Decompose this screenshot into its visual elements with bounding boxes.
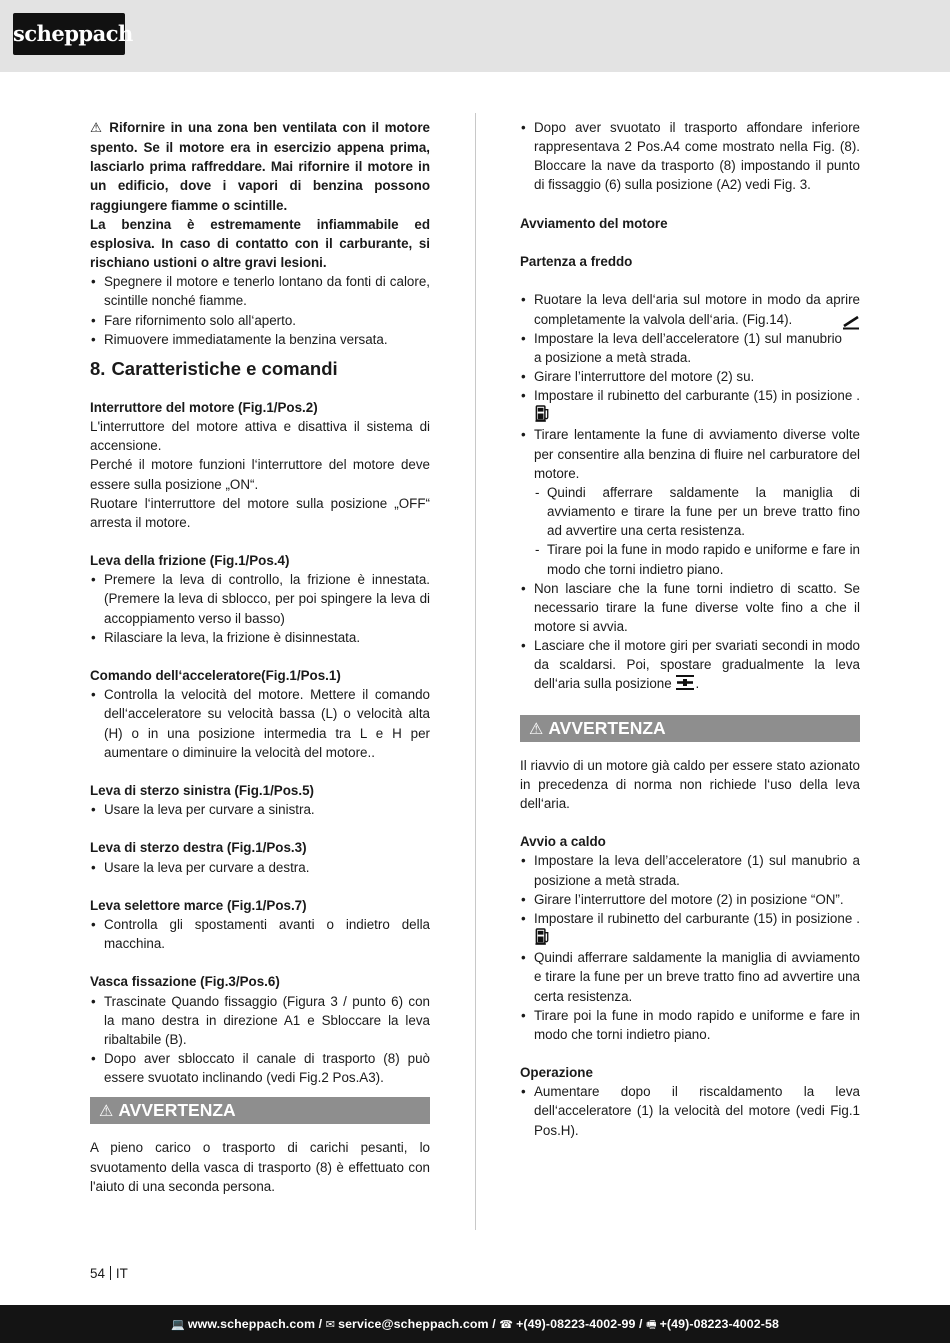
list-item: • Tirare poi la fune in modo rapido e uniforme e fare in modo che torni indietro piano. — [520, 1006, 860, 1044]
list-item: • Impostare la leva dell’acceleratore (1) sul manubrio a posizione a metà strada. — [520, 851, 860, 889]
engine-switch-heading: Interruttore del motore (Fig.1/Pos.2) — [90, 399, 318, 415]
list-item: • Dopo aver sbloccato il canale di trasporto (8) può essere svuotato inclinando (vedi Fig.2 Pos.A3). — [90, 1049, 430, 1087]
list-item: • Controlla gli spostamenti avanti o indietro della macchina. — [90, 915, 430, 953]
footer-phone: +(49)-08223-4002-99 — [516, 1317, 636, 1331]
section-heading: 8. Caratteristiche e comandi — [90, 357, 338, 379]
throttle-list — [90, 685, 430, 762]
cold-start-list — [520, 290, 860, 483]
fuel-pump-icon — [534, 928, 552, 945]
warm-start-heading: Avvio a caldo — [520, 834, 606, 850]
cold-start-dash-list — [520, 483, 860, 579]
fuel-warning-paragraph-2: La benzina è estremamente infiammabile ed esplosiva. In caso di contatto con il carburante, si rischiano ustioni o altre gravi lesioni. — [90, 216, 430, 271]
right-column — [520, 118, 860, 1140]
list-item: • Impostare il rubinetto del carburante (15) in posizione . — [520, 386, 860, 425]
list-item: • Usare la leva per curvare a sinistra. — [90, 800, 430, 819]
footer-web-link[interactable]: www.scheppach.com — [187, 1317, 316, 1331]
page-number: 54 IT — [90, 1266, 128, 1281]
warning-triangle-icon: ⚠ — [99, 1101, 114, 1121]
cold-start-heading: Partenza a freddo — [520, 254, 633, 270]
list-item: • Girare l’interruttore del motore (2) su. — [520, 367, 860, 386]
paragraph: Ruotare l‘interruttore del motore sulla posizione „OFF“ arresta il motore. — [90, 495, 430, 530]
throttle-heading: Comando dell‘acceleratore(Fig.1/Pos.1) — [90, 668, 341, 684]
warning-bar: ⚠ AVVERTENZA — [90, 1097, 430, 1124]
warning-triangle-icon: ⚠ — [90, 121, 104, 136]
fuel-pump-icon — [534, 405, 552, 422]
footer-email-link[interactable]: service@scheppach.com — [338, 1317, 489, 1331]
list-item: • Spegnere il motore e tenerlo lontano da fonti di calore, scintille nonché fiamme. — [90, 272, 430, 310]
warning-triangle-icon: ⚠ — [529, 718, 544, 738]
list-item: • Trascinate Quando fissaggio (Figura 3 / punto 6) con la mano destra in direzione A1 e Sbloccare la leva ribaltabile (B). — [90, 992, 430, 1049]
tray-list — [90, 992, 430, 1088]
footer-bar: 💻 www.scheppach.com / ✉ service@scheppach.com / ☎ +(49)-08223-4002-99 / 🖷 +(49)-08223-4002-58 — [0, 1305, 950, 1343]
steer-left-list — [90, 800, 430, 819]
list-item: • Rilasciare la leva, la frizione è disinnestata. — [90, 628, 430, 647]
list-item: • Quindi afferrare saldamente la maniglia di avviamento e tirare la fune per un breve tratto fino ad avvertire una certa resistenza. — [520, 948, 860, 1005]
header-band — [0, 0, 950, 72]
list-item: • Non lasciare che la fune torni indietro di scatto. Se necessario tirare la fune diverse volte fino a che il motore si avvia. — [520, 579, 860, 636]
fuel-warning-list — [90, 272, 430, 349]
list-item: • Impostare la leva dell’acceleratore (1) sul manubrio a posizione a metà strada. — [520, 329, 860, 367]
paragraph: Perché il motore funzioni l‘interruttore del motore deve essere sulla posizione „ON“. — [90, 457, 430, 492]
gear-heading: Leva selettore marce (Fig.1/Pos.7) — [90, 897, 307, 913]
operation-heading: Operazione — [520, 1065, 593, 1081]
list-item: • Dopo aver svuotato il trasporto affondare inferiore rappresentava 2 Pos.A4 come mostrato nella Fig. (8). Bloccare la nave da trasporto (8) impostando il punto di fissaggio (6) sulla posizione (A2) vedi Fig. 3. — [520, 118, 860, 195]
list-item: • Tirare lentamente la fune di avviamento diverse volte per consentire alla benzina di fluire nel carburatore del motore. — [520, 425, 860, 482]
phone-icon: ☎ — [499, 1318, 514, 1331]
computer-icon: 💻 — [171, 1318, 185, 1331]
list-item: • Controlla la velocità del motore. Mettere il comando dell‘acceleratore su velocità bassa (L) o velocità alta (H) o in una posizione intermedia tra L e H per aumentare o diminuire la velocità del motore.. — [90, 685, 430, 762]
list-item: • Impostare il rubinetto del carburante (15) in posizione . — [520, 909, 860, 948]
tray-continued-list — [520, 118, 860, 195]
warning-text: Il riavvio di un motore già caldo per essere stato azionato in precedenza di norma non richiede l‘uso della leva dell‘aria. — [520, 757, 860, 811]
list-item: - Quindi afferrare saldamente la maniglia di avviamento e tirare la fune per un breve tratto fino ad avvertire una certa resistenza. — [520, 483, 860, 540]
fax-icon: 🖷 — [646, 1318, 657, 1331]
mail-icon: ✉ — [325, 1318, 336, 1331]
steer-right-heading: Leva di sterzo destra (Fig.1/Pos.3) — [90, 840, 307, 856]
operation-list — [520, 1082, 860, 1139]
engine-start-heading: Avviamento del motore — [520, 215, 668, 231]
cold-start-list-2 — [520, 579, 860, 694]
list-item: • Girare l’interruttore del motore (2) in posizione “ON”. — [520, 890, 860, 909]
warning-text: A pieno carico o trasporto di carichi pesanti, lo svuotamento della vasca di trasporto (8) è effettuato con l'aiuto di una seconda persona. — [90, 1140, 430, 1194]
gear-list — [90, 915, 430, 953]
fuel-warning-paragraph: ⚠ Rifornire in una zona ben ventilata con il motore spento. Se il motore era in esercizio appena prima, lasciarlo prima raffreddare. Mai rifornire il motore in un edificio, dove i vapori di benzina possono raggiungere fiamme o scintille. — [90, 120, 430, 213]
clutch-heading: Leva della frizione (Fig.1/Pos.4) — [90, 553, 290, 569]
steer-left-heading: Leva di sterzo sinistra (Fig.1/Pos.5) — [90, 782, 314, 798]
paragraph: L'interruttore del motore attiva e disattiva il sistema di accensione. — [90, 419, 430, 454]
footer-fax: +(49)-08223-4002-58 — [659, 1317, 779, 1331]
tray-heading: Vasca fissazione (Fig.3/Pos.6) — [90, 974, 280, 990]
list-item: • Usare la leva per curvare a destra. — [90, 858, 430, 877]
list-item: • Fare rifornimento solo all‘aperto. — [90, 311, 430, 330]
list-item: • Lasciare che il motore giri per svariati secondi in modo da scaldarsi. Poi, spostare gradualmente la leva dell‘aria sulla posizione . — [520, 636, 860, 693]
choke-closed-icon — [842, 313, 860, 330]
warning-bar: ⚠ AVVERTENZA — [520, 715, 860, 742]
list-item: - Tirare poi la fune in modo rapido e uniforme e fare in modo che torni indietro piano. — [520, 540, 860, 578]
list-item: • Ruotare la leva dell‘aria sul motore in modo da aprire completamente la valvola dell‘aria. (Fig.14). — [520, 290, 860, 328]
list-item: • Rimuovere immediatamente la benzina versata. — [90, 330, 430, 349]
steer-right-list — [90, 858, 430, 877]
list-item: • Aumentare dopo il riscaldamento la leva dell‘acceleratore (1) la velocità del motore (vedi Fig.1 Pos.H). — [520, 1082, 860, 1139]
scheppach-logo: scheppach — [13, 13, 125, 55]
column-divider — [475, 113, 476, 1230]
choke-open-icon — [675, 674, 695, 691]
warm-start-list — [520, 851, 860, 1044]
left-column — [90, 118, 430, 1196]
list-item: • Premere la leva di controllo, la frizione è innestata. (Premere la leva di sblocco, per poi spingere la leva di accoppiamento verso il basso) — [90, 570, 430, 627]
clutch-list — [90, 570, 430, 647]
